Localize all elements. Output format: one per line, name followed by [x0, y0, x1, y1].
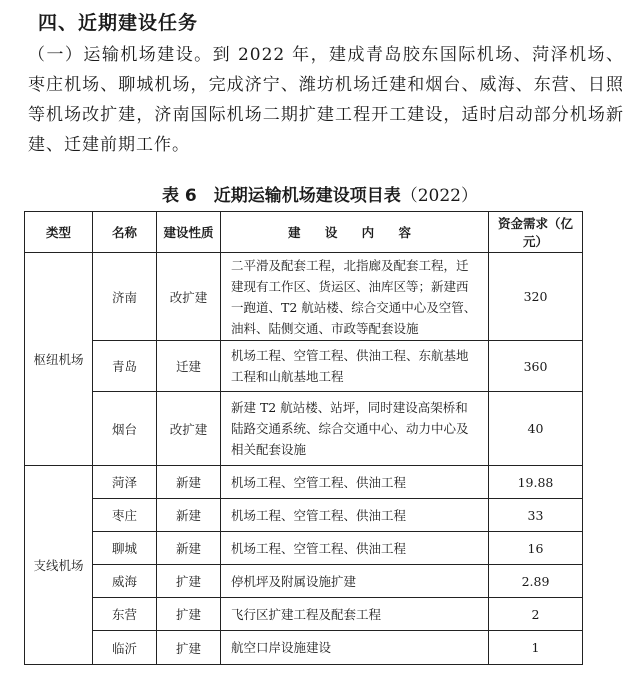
- construction-content: 停机坪及附属设施扩建: [221, 565, 489, 598]
- table-caption: [0, 181, 640, 206]
- investment-value: 33: [489, 499, 583, 532]
- investment-value: 40: [489, 392, 583, 466]
- table-row: [25, 253, 583, 341]
- table-row: [25, 466, 583, 499]
- header-investment: 资金需求（亿元）: [489, 212, 583, 253]
- construction-content: 机场工程、空管工程、供油工程: [221, 466, 489, 499]
- airport-name: 东营: [93, 598, 157, 631]
- construction-nature: 改扩建: [157, 392, 221, 466]
- header-nature: 建设性质: [157, 212, 221, 253]
- body-paragraph: [28, 40, 624, 160]
- construction-content: 飞行区扩建工程及配套工程: [221, 598, 489, 631]
- construction-nature: 扩建: [157, 565, 221, 598]
- construction-content: 二平滑及配套工程，北指廊及配套工程，迁建现有工作区、货运区、油库区等；新建西一跑道、T2 航站楼、综合交通中心及空管、油料、陆侧交通、市政等配套设施: [221, 253, 489, 341]
- airport-name: 济南: [93, 253, 157, 341]
- construction-content: 机场工程、空管工程、供油工程: [221, 532, 489, 565]
- airport-name: 聊城: [93, 532, 157, 565]
- airport-projects-table: [24, 211, 583, 665]
- investment-value: 360: [489, 341, 583, 392]
- header-name: 名称: [93, 212, 157, 253]
- table-header-row: [25, 212, 583, 253]
- construction-nature: 扩建: [157, 631, 221, 665]
- table-row: [25, 598, 583, 631]
- table-caption-label: 表 6 近期运输机场建设项目表: [161, 186, 401, 206]
- airport-name: 临沂: [93, 631, 157, 665]
- construction-nature: 新建: [157, 499, 221, 532]
- construction-nature: 新建: [157, 466, 221, 499]
- construction-nature: 新建: [157, 532, 221, 565]
- table-row: [25, 631, 583, 665]
- table-row: [25, 341, 583, 392]
- airport-name: 枣庄: [93, 499, 157, 532]
- construction-content: 机场工程、空管工程、供油工程: [221, 499, 489, 532]
- table-row: [25, 532, 583, 565]
- paragraph-body: 到 2022 年，建成青岛胶东国际机场、菏泽机场、枣庄机场、聊城机场，完成济宁、潍坊机场迁建和烟台、威海、东营、日照等机场改扩建，济南国际机场二期扩建工程开工建设，适时启动部分机场新建、迁建前期工作。: [28, 45, 624, 155]
- construction-nature: 迁建: [157, 341, 221, 392]
- airport-name: 烟台: [93, 392, 157, 466]
- table-caption-year: （2022）: [400, 186, 478, 206]
- header-content: 建 设 内 容: [221, 212, 489, 253]
- airport-name: 青岛: [93, 341, 157, 392]
- section-heading: 四、近期建设任务: [38, 12, 199, 34]
- paragraph-lead: （一）运输机场建设。: [28, 45, 213, 65]
- group-type-hub: 枢纽机场: [25, 253, 93, 466]
- table-row: [25, 499, 583, 532]
- group-type-feeder: 支线机场: [25, 466, 93, 665]
- construction-nature: 改扩建: [157, 253, 221, 341]
- investment-value: 2: [489, 598, 583, 631]
- investment-value: 320: [489, 253, 583, 341]
- investment-value: 2.89: [489, 565, 583, 598]
- airport-name: 菏泽: [93, 466, 157, 499]
- investment-value: 16: [489, 532, 583, 565]
- header-type: 类型: [25, 212, 93, 253]
- airport-name: 威海: [93, 565, 157, 598]
- construction-nature: 扩建: [157, 598, 221, 631]
- construction-content: 机场工程、空管工程、供油工程、东航基地工程和山航基地工程: [221, 341, 489, 392]
- construction-content: 航空口岸设施建设: [221, 631, 489, 665]
- table-row: [25, 392, 583, 466]
- investment-value: 19.88: [489, 466, 583, 499]
- construction-content: 新建 T2 航站楼、站坪，同时建设高架桥和陆路交通系统、综合交通中心、动力中心及相关配套设施: [221, 392, 489, 466]
- table-row: [25, 565, 583, 598]
- investment-value: 1: [489, 631, 583, 665]
